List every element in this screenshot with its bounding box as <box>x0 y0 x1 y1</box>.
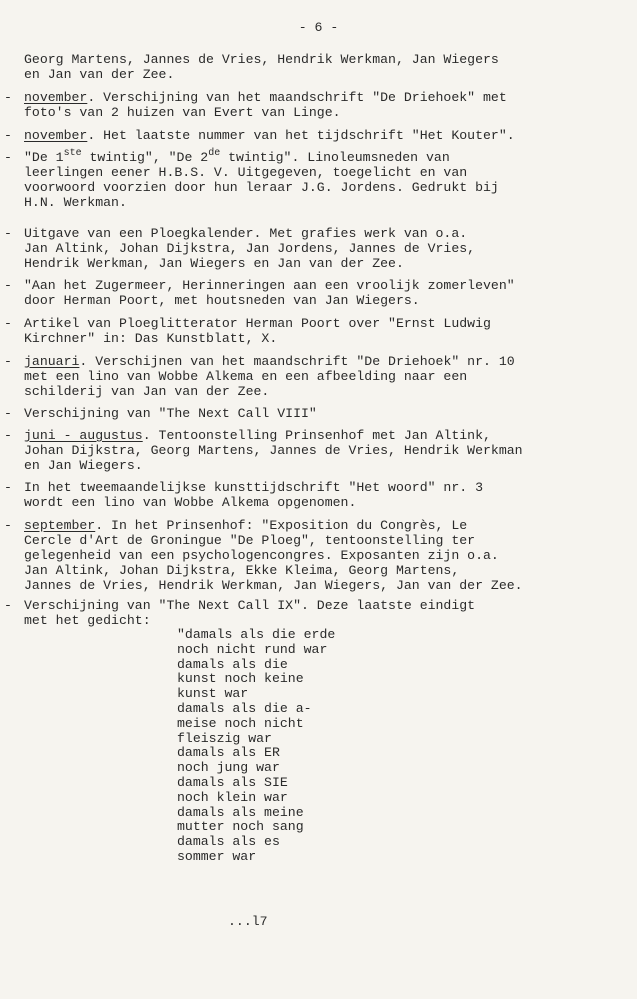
bullet-dash: - <box>4 354 12 369</box>
text-line: voorwoord voorzien door hun leraar J.G. Jordens. Gedrukt bij <box>24 180 499 195</box>
text-line: gelegenheid van een psychologencongres. Exposanten zijn o.a. <box>24 548 499 563</box>
bullet-dash: - <box>4 128 12 143</box>
text-line: Jan Altink, Johan Dijkstra, Ekke Kleima, Georg Martens, <box>24 563 460 578</box>
entry-november-driehoek <box>4 90 604 120</box>
poem-line: damals als die a- <box>177 700 312 716</box>
text-line: en Jan van der Zee. <box>24 67 175 82</box>
bullet-dash: - <box>4 226 12 241</box>
text-line: Uitgave van een Ploegkalender. Met grafies werk van o.a. <box>24 226 468 241</box>
text-line: en Jan Wiegers. <box>24 458 143 473</box>
text-line: met het gedicht: <box>24 613 151 628</box>
text-fragment: . Het laatste nummer van het tijdschrift "Het Kouter". <box>87 128 515 143</box>
text-line: leerlingen eener H.B.S. V. Uitgegeven, toegelicht en van <box>24 165 468 180</box>
entry-date: september <box>24 518 96 533</box>
entry-date: januari <box>24 354 80 369</box>
text-line: Cercle d'Art de Groningue "De Ploeg", tentoonstelling ter <box>24 533 476 548</box>
text-line: foto's van 2 huizen van Evert van Linge. <box>24 105 341 120</box>
text-line: In het tweemaandelijkse kunsttijdschrift "Het woord" nr. 3 <box>24 480 483 495</box>
text-line: Verschijning van "The Next Call IX". Deze laatste eindigt <box>24 598 476 613</box>
poem-line: noch nicht rund war <box>177 641 328 657</box>
text-fragment: twintig". Linoleumsneden van <box>220 150 450 165</box>
poem-line: "damals als die erde <box>177 627 336 642</box>
text-fragment: . Verschijning van het maandschrift "De Driehoek" met <box>87 90 507 105</box>
poem-line: sommer war <box>177 848 257 864</box>
poem-line: meise noch nicht <box>177 715 304 731</box>
poem <box>177 628 335 865</box>
text-line: schilderij van Jan van der Zee. <box>24 384 270 399</box>
bullet-dash: - <box>4 150 12 165</box>
entry-ploegkalender <box>4 226 604 271</box>
entry-date: november <box>24 90 88 105</box>
continuation-marker: ...l7 <box>228 914 268 929</box>
superscript: ste <box>63 148 82 159</box>
bullet-dash: - <box>4 316 12 331</box>
text-fragment: . In het Prinsenhof: "Exposition du Congrès, Le <box>95 518 468 533</box>
text-fragment: "De 1 <box>24 150 64 165</box>
text-fragment: . Tentoonstelling Prinsenhof met Jan Altink, <box>142 428 491 443</box>
entry-date: november <box>24 128 88 143</box>
entry-next-call-viii <box>4 406 604 421</box>
superscript: de <box>208 148 221 159</box>
poem-line: noch klein war <box>177 789 288 805</box>
poem-line: noch jung war <box>177 760 280 776</box>
text-line: Artikel van Ploeglitterator Herman Poort over "Ernst Ludwig <box>24 316 491 331</box>
poem-line: damals als SIE <box>177 774 288 790</box>
text-line: Jannes de Vries, Hendrik Werkman, Jan Wiegers, Jan van der Zee. <box>24 578 523 593</box>
poem-line: kunst noch keine <box>177 671 304 687</box>
entry-januari-driehoek <box>4 354 604 399</box>
entry-september <box>4 518 604 593</box>
entry-zugermeer <box>4 278 604 308</box>
entry-date: juni - augustus <box>24 428 143 443</box>
entry-het-woord <box>4 480 604 510</box>
text-fragment: twintig", "De 2 <box>81 150 209 165</box>
bullet-dash: - <box>4 598 12 613</box>
poem-line: damals als meine <box>177 804 304 820</box>
text-line: wordt een lino van Wobbe Alkema opgenomen. <box>24 495 357 510</box>
entry-november-kouter <box>4 128 604 143</box>
entry-kirchner <box>4 316 604 346</box>
poem-line: fleiszig war <box>177 730 272 746</box>
poem-line: damals als ER <box>177 745 280 761</box>
text-fragment: . Verschijnen van het maandschrift "De Driehoek" nr. 10 <box>79 354 515 369</box>
text-line: Georg Martens, Jannes de Vries, Hendrik Werkman, Jan Wiegers <box>24 52 499 67</box>
text-line: Hendrik Werkman, Jan Wiegers en Jan van der Zee. <box>24 256 404 271</box>
entry-twintig <box>4 148 604 210</box>
poem-line: kunst war <box>177 686 249 702</box>
bullet-dash: - <box>4 518 12 533</box>
poem-line: damals als die <box>177 656 288 672</box>
text-line: Kirchner" in: Das Kunstblatt, X. <box>24 331 278 346</box>
text-line: Johan Dijkstra, Georg Martens, Jannes de Vries, Hendrik Werkman <box>24 443 523 458</box>
text-line: H.N. Werkman. <box>24 195 127 210</box>
text-line: Jan Altink, Johan Dijkstra, Jan Jordens, Jannes de Vries, <box>24 241 476 256</box>
text-line: door Herman Poort, met houtsneden van Jan Wiegers. <box>24 293 420 308</box>
text-line: Verschijning van "The Next Call VIII" <box>24 406 317 421</box>
intro-paragraph <box>24 52 604 82</box>
poem-line: damals als es <box>177 834 280 850</box>
bullet-dash: - <box>4 406 12 421</box>
bullet-dash: - <box>4 428 12 443</box>
text-line: "Aan het Zugermeer, Herinneringen aan een vroolijk zomerleven" <box>24 278 515 293</box>
page-number: - 6 - <box>298 20 339 35</box>
entry-next-call-ix <box>4 598 604 628</box>
bullet-dash: - <box>4 90 12 105</box>
text-line: met een lino van Wobbe Alkema en een afbeelding naar een <box>24 369 468 384</box>
poem-line: mutter noch sang <box>177 819 304 835</box>
bullet-dash: - <box>4 480 12 495</box>
entry-juni-augustus <box>4 428 604 473</box>
bullet-dash: - <box>4 278 12 293</box>
